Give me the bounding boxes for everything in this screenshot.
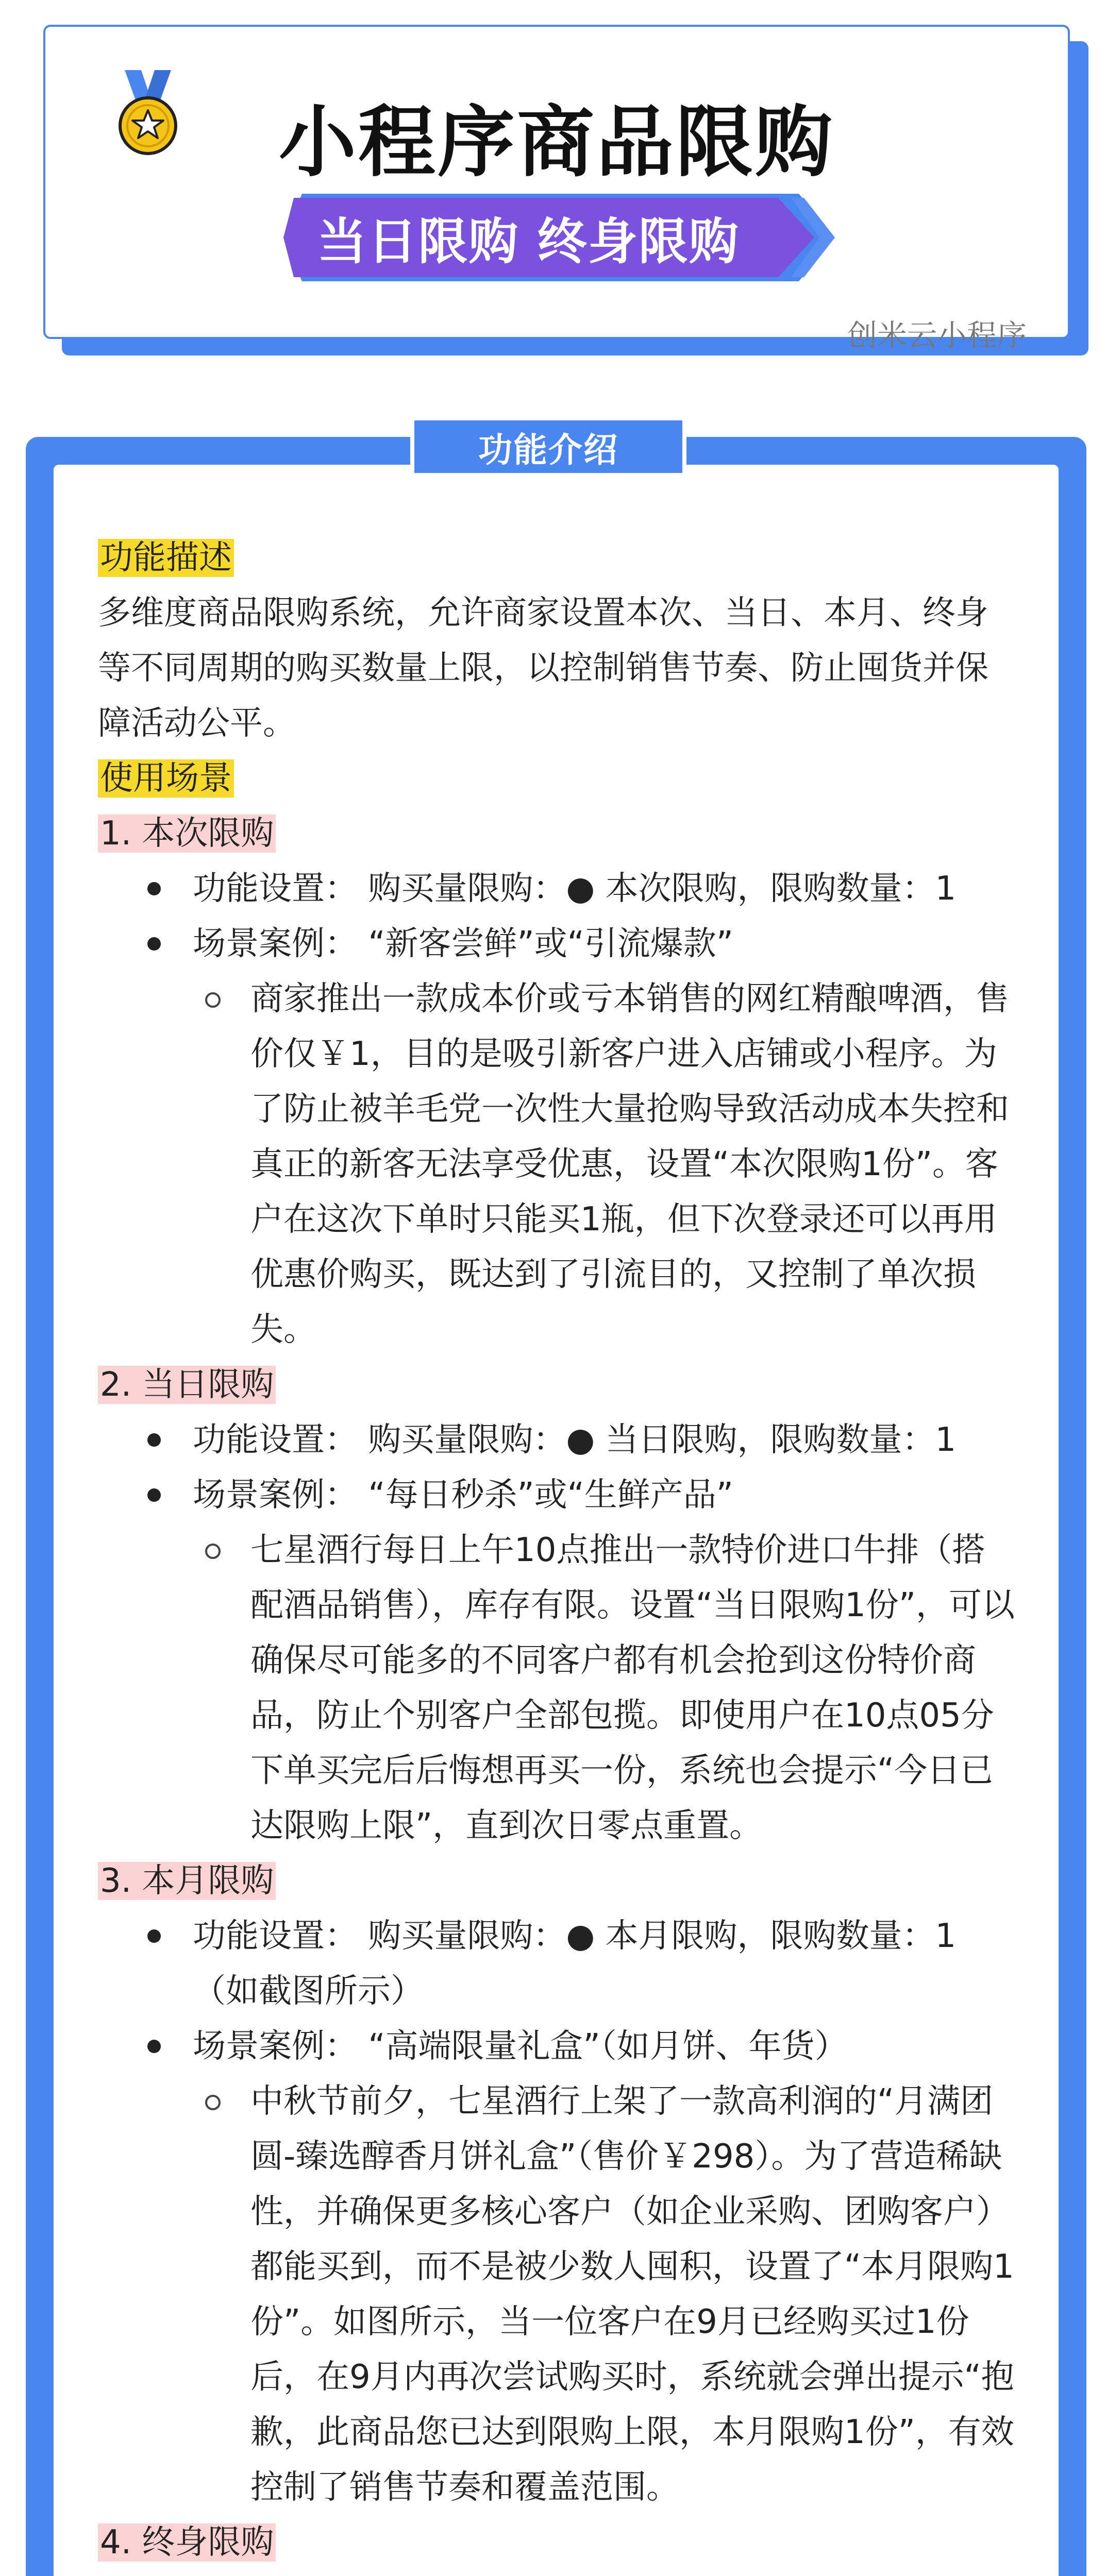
bullet-icon [147,937,161,951]
list-item [98,1468,1015,1523]
list-item [98,1413,1015,1468]
setting-text: 功能设置： 购买量限购：● 本月限购，限购数量：1（如截图所示） [193,1917,957,2010]
list-item [98,917,1015,972]
feature-intro-tab: 功能介绍 [410,416,686,477]
circle-bullet-icon [205,992,221,1008]
detail-text: 商家推出一款成本价或亏本销售的网红精酿啤酒，售价仅￥1，目的是吸引新客户进入店铺或小程序。为了防止被羊毛党一次性大量抢购导致活动成本失控和真正的新客无法享受优惠，设置“本次限购1份”。客户在这次下单时只能买1瓶，但下次登录还可以再用优惠价购买，既达到了引流目的，又控制了单次损失。 [250,980,1009,1349]
brand-label: 创米云小程序 [847,318,1027,353]
case-text: 场景案例： “新客尝鲜”或“引流爆款” [193,925,733,963]
section-heading: 4. 终身限购 [98,2523,276,2562]
detail-text: 中秋节前夕，七星酒行上架了一款高利润的“月满团圆-臻选醇香月饼礼盒”（售价￥298）。为了营造稀缺性，并确保更多核心客户（如企业采购、团购客户）都能买到，而不是被少数人囤积，设置了“本月限购1份”。如图所示，当一位客户在9月已经购买过1份后，在9月内再次尝试购买时，系统就会弹出提示“抱歉，此商品您已达到限购上限，本月限购1份”，有效控制了销售节奏和覆盖范围。 [250,2082,1014,2506]
desc-text: 多维度商品限购系统，允许商家设置本次、当日、本月、终身等不同周期的购买数量上限，以控制销售节奏、防止囤货并保障活动公平。 [98,594,988,742]
detail-text: 七星酒行每日上午10点推出一款特价进口牛排（搭配酒品销售），库存有限。设置“当日限购1份”，可以确保尽可能多的不同客户都有机会抢到这份特价商品，防止个别客户全部包揽。即使用户在10点05分下单买完后后悔想再买一份，系统也会提示“今日已达限购上限”，直到次日零点重置。 [250,1531,1015,1845]
list-item [98,861,1015,917]
setting-text: 功能设置： 购买量限购：● 当日限购，限购数量：1 [193,1421,957,1459]
section-heading: 1. 本次限购 [98,815,276,853]
bullet-icon [147,1929,161,1943]
circle-bullet-icon [205,2095,221,2110]
desc-heading: 功能描述 [98,539,234,577]
section-heading: 2. 当日限购 [98,1366,276,1404]
bullet-icon [147,2040,161,2053]
bullet-icon [147,1433,161,1447]
list-item [98,2570,1015,2576]
list-item [98,1909,1015,2019]
scenes-heading: 使用场景 [98,759,234,798]
list-item [98,2074,1015,2515]
list-item [98,1523,1015,1854]
setting-text [193,2570,1015,2576]
header-card [43,25,1070,353]
setting-text: 功能设置： 购买量限购：● 本次限购，限购数量：1 [193,870,957,908]
circle-bullet-icon [205,1544,221,1559]
bullet-icon [147,1488,161,1502]
case-text: 场景案例： “每日秒杀”或“生鲜产品” [193,1476,733,1514]
feature-content [98,531,1015,2576]
page-title: 小程序商品限购 [278,98,834,188]
list-item [98,2019,1015,2074]
section-heading: 3. 本月限购 [98,1862,276,1900]
case-text: 场景案例： “高端限量礼盒”（如月饼、年货） [193,2027,848,2065]
list-item [98,972,1015,1358]
bullet-icon [147,882,161,895]
ribbon-text: 当日限购 终身限购 [317,212,740,270]
